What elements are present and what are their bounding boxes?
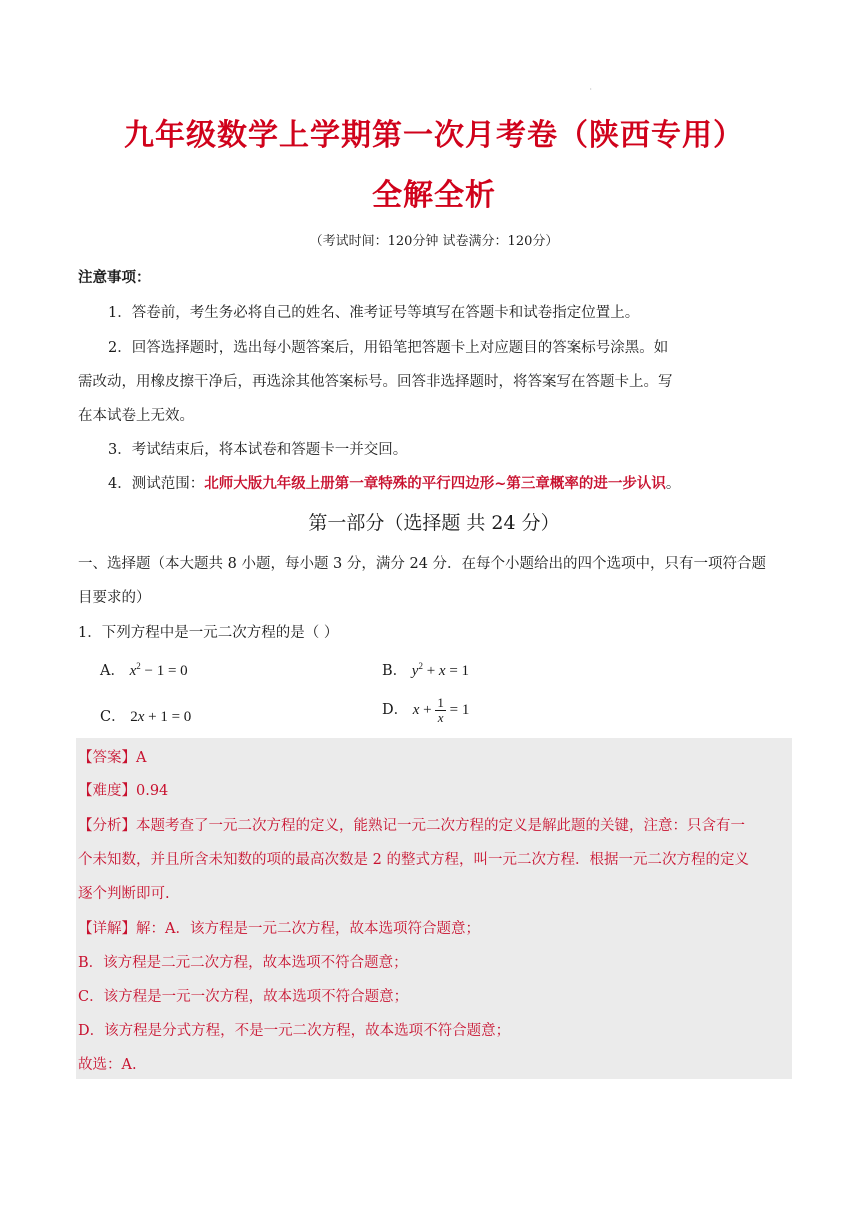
option-d — [382, 696, 469, 725]
answer-tag: 【答案】 — [78, 750, 136, 766]
exam-subtitle: 全解全析 — [372, 178, 496, 213]
difficulty-tag: 【难度】 — [78, 783, 136, 799]
option-c-equation: 2x + 1 = 0 — [130, 709, 192, 725]
difficulty-line — [78, 779, 168, 800]
detail-d-label: D． — [78, 1023, 105, 1039]
detail-b-label: B． — [78, 955, 104, 971]
question-1-stem: 1．下列方程中是一元二次方程的是（ ） — [78, 625, 339, 641]
detail-b-text: 该方程是二元二次方程，故本选项不符合题意； — [103, 955, 408, 971]
detail-text-1: 解：A．该方程是一元二次方程，故本选项符合题意； — [136, 921, 480, 937]
section-instructions-line1: 一、选择题（本大题共 8 小题，每小题 3 分，满分 24 分．在每个小题给出的四个选项中，只有一项符合题 — [78, 556, 767, 572]
exam-title: 九年级数学上学期第一次月考卷（陕西专用） — [124, 118, 744, 153]
section-title: 第一部分（选择题 共 24 分） — [308, 512, 560, 534]
conclusion-line: 故选：A. — [78, 1057, 137, 1073]
notice-item-4-suffix: 。 — [665, 476, 681, 492]
option-b — [382, 659, 469, 680]
option-c-label: C． — [100, 709, 126, 725]
notice-item-2-line1: 2．回答选择题时，选出每小题答案后，用铅笔把答题卡上对应题目的答案标号涂黑。如 — [108, 340, 669, 356]
notice-item-4-prefix: 4．测试范围： — [108, 476, 205, 492]
test-scope: 北师大版九年级上册第一章特殊的平行四边形~第三章概率的进一步认识 — [204, 476, 666, 492]
notice-item-3: 3．考试结束后，将本试卷和答题卡一并交回。 — [108, 442, 408, 458]
option-d-label: D． — [382, 701, 409, 718]
notice-item-4 — [108, 472, 680, 493]
notice-item-2-line3: 在本试卷上无效。 — [78, 408, 194, 424]
detail-line-c — [78, 985, 408, 1006]
fraction-one-over-x: $\frac{1}{x}$ — [437, 695, 444, 725]
answer-line — [78, 746, 146, 767]
detail-c-text: 该方程是一元一次方程，故本选项不符合题意； — [103, 989, 409, 1005]
notice-item-1: 1．答卷前，考生务必将自己的姓名、准考证号等填写在答题卡和试卷指定位置上。 — [108, 305, 640, 321]
notice-heading: 注意事项： — [78, 270, 151, 286]
detail-line1 — [78, 917, 480, 938]
exam-info: （考试时间：120分钟 试卷满分：120分） — [309, 234, 559, 249]
detail-c-label: C． — [78, 989, 104, 1005]
option-d-equation: x + $\frac{1}{x}$ = 1 — [412, 695, 470, 725]
notice-item-2-line2: 需改动，用橡皮擦干净后，再选涂其他答案标号。回答非选择题时，将答案写在答题卡上。写 — [78, 374, 673, 390]
option-a-label: A． — [100, 663, 125, 679]
page-mark: : — [590, 86, 592, 92]
analysis-text-1: 本题考查了一元二次方程的定义，能熟记一元二次方程的定义是解此题的关键，注意：只含有一 — [136, 818, 745, 834]
analysis-line1 — [78, 814, 745, 835]
analysis-line3: 逐个判断即可. — [78, 886, 170, 902]
detail-tag: 【详解】 — [78, 921, 136, 937]
section-instructions-line2: 目要求的） — [78, 590, 151, 606]
answer-value: A — [136, 750, 147, 766]
option-a — [100, 659, 188, 680]
option-a-equation: $x^2 - 1 = 0$ — [129, 661, 188, 679]
detail-line-b — [78, 951, 408, 972]
detail-d-text: 该方程是分式方程，不是一元二次方程，故本选项不符合题意； — [104, 1023, 511, 1039]
option-b-equation: $y^2 + x = 1$ — [411, 661, 470, 679]
analysis-tag: 【分析】 — [78, 818, 136, 834]
analysis-line2: 个未知数，并且所含未知数的项的最高次数是 2 的整式方程，叫一元二次方程．根据一元二次方程的定义 — [78, 852, 749, 868]
detail-line-d — [78, 1019, 510, 1040]
option-b-label: B． — [382, 663, 408, 679]
difficulty-value: 0.94 — [136, 783, 169, 799]
option-c — [100, 705, 191, 726]
